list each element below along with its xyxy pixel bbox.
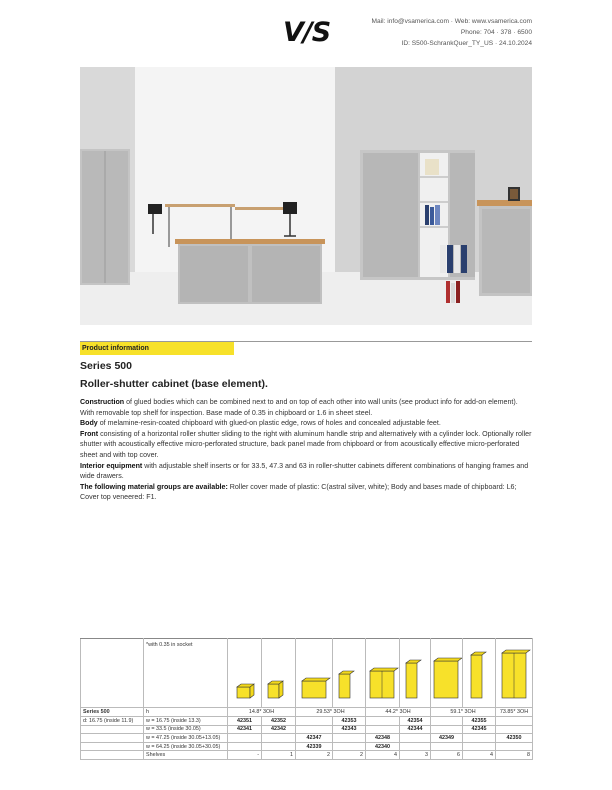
cabinet-illustration bbox=[228, 639, 262, 708]
article-number: 42344 bbox=[400, 725, 431, 734]
paragraph-materials: The following material groups are available: Roller cover made of plastic: C(astral silver, white); Body and bases made of chipboard: L6; Cover top veneered: F1. bbox=[80, 482, 517, 502]
cabinet-illustration bbox=[333, 639, 366, 708]
socket-note: *with 0.35 in socket bbox=[144, 639, 228, 708]
shelf-count: 4 bbox=[463, 751, 496, 760]
article-number bbox=[431, 725, 463, 734]
height-value: 59.1* 3OH bbox=[431, 708, 496, 717]
cabinet-illustration bbox=[400, 639, 431, 708]
table-row bbox=[81, 734, 533, 743]
paragraph-construction: Construction of glued bodies which can be combined next to and on top of each other into wall units (see product info for add-on element). With removable top shelf for inspection. Base made of 0.35 in chipboard or 1.6 in sheet steel. bbox=[80, 398, 518, 417]
cabinet-illustration bbox=[262, 639, 296, 708]
vs-logo: V/S bbox=[283, 17, 331, 48]
article-number bbox=[431, 717, 463, 726]
article-number: 42339 bbox=[296, 742, 333, 751]
article-number: 42352 bbox=[262, 717, 296, 726]
depth-label: d: 16.75 (inside 11.9) bbox=[81, 717, 144, 726]
article-number bbox=[463, 734, 496, 743]
article-number: 42354 bbox=[400, 717, 431, 726]
article-number bbox=[262, 734, 296, 743]
article-number bbox=[296, 717, 333, 726]
article-number bbox=[400, 734, 431, 743]
cabinet-illustration bbox=[296, 639, 333, 708]
cabinet-illustration bbox=[463, 639, 496, 708]
width-label: w = 33.5 (inside 30.05) bbox=[144, 725, 228, 734]
article-number bbox=[262, 742, 296, 751]
product-photo bbox=[80, 67, 532, 325]
article-number bbox=[296, 725, 333, 734]
section-label: Product information bbox=[80, 342, 234, 355]
document-id: ID: S500-SchrankQuer_TY_US · 24.10.2024 bbox=[401, 40, 532, 47]
width-label: w = 16.75 (inside 13.3) bbox=[144, 717, 228, 726]
series-title: Series 500 bbox=[80, 360, 132, 372]
shelf-count: 8 bbox=[496, 751, 533, 760]
article-number: 42350 bbox=[496, 734, 533, 743]
height-label: h bbox=[144, 708, 228, 717]
illustration-row bbox=[81, 639, 533, 708]
shelf-count: 6 bbox=[431, 751, 463, 760]
article-number bbox=[228, 742, 262, 751]
shelf-count: 2 bbox=[333, 751, 366, 760]
article-number: 42343 bbox=[333, 725, 366, 734]
article-number bbox=[496, 742, 533, 751]
contact-mail[interactable]: Mail: info@vsamerica.com · Web: www.vsamerica.com bbox=[371, 18, 532, 25]
article-number: 42342 bbox=[262, 725, 296, 734]
contact-phone: Phone: 704 · 378 · 6500 bbox=[460, 29, 532, 36]
article-number bbox=[333, 742, 366, 751]
article-number: 42341 bbox=[228, 725, 262, 734]
cabinet-illustration bbox=[366, 639, 400, 708]
article-number bbox=[228, 734, 262, 743]
article-number bbox=[431, 742, 463, 751]
article-number: 42348 bbox=[366, 734, 400, 743]
shelf-count: 4 bbox=[366, 751, 400, 760]
article-number bbox=[496, 717, 533, 726]
article-number: 42340 bbox=[366, 742, 400, 751]
shelf-count: 1 bbox=[262, 751, 296, 760]
shelves-label: Shelves bbox=[144, 751, 228, 760]
width-label: w = 47.25 (inside 30.05+13.05) bbox=[144, 734, 228, 743]
cabinet-illustration bbox=[431, 639, 463, 708]
shelf-count: 3 bbox=[400, 751, 431, 760]
article-number: 42355 bbox=[463, 717, 496, 726]
article-number bbox=[333, 734, 366, 743]
article-number: 42347 bbox=[296, 734, 333, 743]
shelf-count: 2 bbox=[296, 751, 333, 760]
table-row bbox=[81, 717, 533, 726]
paragraph-front: Front consisting of a horizontal roller shutter sliding to the right with aluminum handle strip and alternatively with a cylinder lock. Optionally roller shutter with acoustically effective micro-perforated structure, back panel made from chipboard or from acoustically effective micro-perforated sheet and with top cover. bbox=[80, 429, 532, 459]
shelves-row bbox=[81, 751, 533, 760]
article-number: 42353 bbox=[333, 717, 366, 726]
product-description bbox=[80, 397, 532, 503]
table-row bbox=[81, 725, 533, 734]
height-value: 73.85* 3OH bbox=[496, 708, 533, 717]
article-number: 42351 bbox=[228, 717, 262, 726]
article-number bbox=[366, 725, 400, 734]
product-table bbox=[80, 638, 533, 760]
article-number bbox=[496, 725, 533, 734]
contact-info bbox=[372, 16, 532, 49]
width-label: w = 64.25 (inside 30.05+30.05) bbox=[144, 742, 228, 751]
height-value: 14.8* 3OH bbox=[228, 708, 296, 717]
cabinet-illustration bbox=[496, 639, 533, 708]
article-number: 42349 bbox=[431, 734, 463, 743]
product-title: Roller-shutter cabinet (base element). bbox=[80, 378, 268, 390]
height-value: 44.2* 3OH bbox=[366, 708, 431, 717]
shelf-count: - bbox=[228, 751, 262, 760]
table-row bbox=[81, 742, 533, 751]
height-row bbox=[81, 708, 533, 717]
series-label: Series 500 bbox=[81, 708, 144, 717]
paragraph-interior: Interior equipment with adjustable shelf inserts or for 33.5, 47.3 and 63 in roller-shutter cabinets different combinations of hanging frames and wide drawers. bbox=[80, 461, 529, 481]
height-value: 29.53* 3OH bbox=[296, 708, 366, 717]
article-number bbox=[400, 742, 431, 751]
article-number bbox=[366, 717, 400, 726]
article-number: 42345 bbox=[463, 725, 496, 734]
paragraph-body: Body of melamine-resin-coated chipboard with glued-on plastic edge, rows of holes and concealed adjustable feet. bbox=[80, 419, 441, 428]
article-number bbox=[463, 742, 496, 751]
